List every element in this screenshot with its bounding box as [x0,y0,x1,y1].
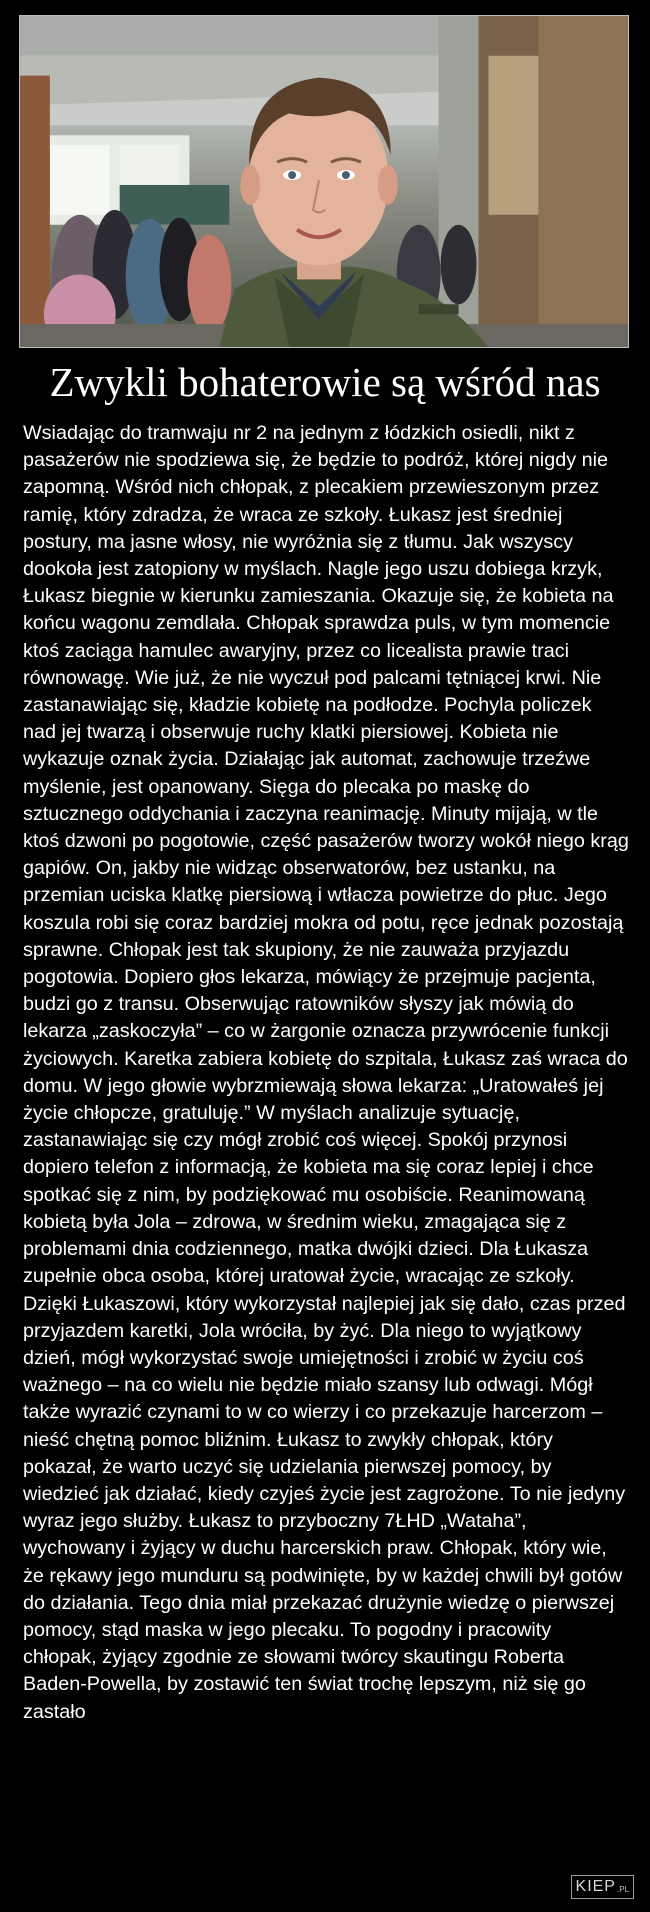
story-text: Wsiadając do tramwaju nr 2 na jednym z łódzkich osiedli, nikt z pasażerów nie spodziewa się, że będzie to podróż, której nigdy nie zapomną. Wśród nich chłopak, z plecakiem przewieszonym przez ramię, który zdradza, że wraca ze szkoły. Łukasz jest średniej postury, ma jasne włosy, nie wyróżnia się z tłumu. Jak wszyscy dookoła jest zatopiony w myślach. Nagle jego uszu dobiega krzyk, Łukasz biegnie w kierunku zamieszania. Okazuje się, że kobieta na końcu wagonu zemdlała. Chłopak sprawdza puls, w tym momencie ktoś zaciąga hamulec awaryjny, przez co licealista prawie traci równowagę. Wie już, że nie wyczuł pod palcami tętniącej krwi. Nie zastanawiając się, kładzie kobietę na podłodze. Pochyla policzek nad jej twarzą i obserwuje ruchy klatki piersiowej. Kobieta nie wykazuje oznak życia. Działając jak automat, zachowuje trzeźwe myślenie, jest opanowany. Sięga do plecaka po maskę do sztucznego oddychania i zaczyna reanimację. Minuty mijają, w tle ktoś dzwoni po pogotowie, część pasażerów tworzy wokół niego krąg gapiów. On, jakby nie widząc obserwatorów, bez ustanku, na przemian uciska klatkę piersiową i wtłacza powietrze do płuc. Jego koszula robi się coraz bardziej mokra od potu, ręce jednak pozostają sprawne. Chłopak jest tak skupiony, że nie zauważa przyjazdu pogotowia. Dopiero głos lekarza, mówiący że przejmuje pacjenta, budzi go z transu. Obserwując ratowników słyszy jak mówią do lekarza „zaskoczyła” – co w żargonie oznacza przywrócenie funkcji życiowych. Karetka zabiera kobietę do szpitala, Łukasz zaś wraca do domu. W jego głowie wybrzmiewają słowa lekarza: „Uratowałeś jej życie chłopcze, gratuluję.” W myślach analizuje sytuację, zastanawiając się czy mógł zrobić coś więcej. Spokój przynosi dopiero telefon z informacją, że kobieta ma się coraz lepiej i chce spotkać się z nim, by podziękować mu osobiście. Reanimowaną kobietą była Jola – zdrowa, w średnim wieku, zmagająca się z problemami dnia codziennego, matka dwójki dzieci. Dla Łukasza zupełnie obca osoba, której uratował życie, wracając ze szkoły. Dzięki Łukaszowi, który wykorzystał najlepiej jak się dało, czas przed przyjazdem karetki, Jola wróciła, by żyć. Dla niego to wyjątkowy dzień, mógł wykorzystać swoje umiejętności i zrobić w życiu coś ważnego – na co wielu nie będzie miało szansy lub odwagi. Mógł także wyrazić czynami to w co wierzy i co przekazuje harcerzom – nieść chętną pomoc bliźnim. Łukasz to zwykły chłopak, który pokazał, że warto uczyć się udzielania pierwszej pomocy, by wiedzieć jak działać, kiedy czyjeś życie jest zagrożone. To nie jedyny wyraz jego służby. Łukasz to przyboczny 7ŁHD „Wataha”, wychowany i żyjący w duchu harcerskich praw. Chłopak, który wie, że rękawy jego munduru są podwinięte, by w każdej chwili był gotów do działania. Tego dnia miał przekazać drużynie wiedzę o pierwszej pomocy, stąd maska w jego plecaku. To pogodny i pracowity chłopak, żyjący zgodnie ze słowami twórcy skautingu Roberta Baden-Powella, by zostawić ten świat trochę lepszym, niż się go zastało [23,422,629,1723]
kiep-watermark-logo [571,1875,634,1899]
hero-photo [19,15,629,348]
watermark-sub: .PL [616,1885,629,1894]
headline: Zwykli bohaterowie są wśród nas [49,359,601,405]
watermark-main: KIEP [575,1878,616,1895]
scout-portrait-illustration [20,16,628,347]
